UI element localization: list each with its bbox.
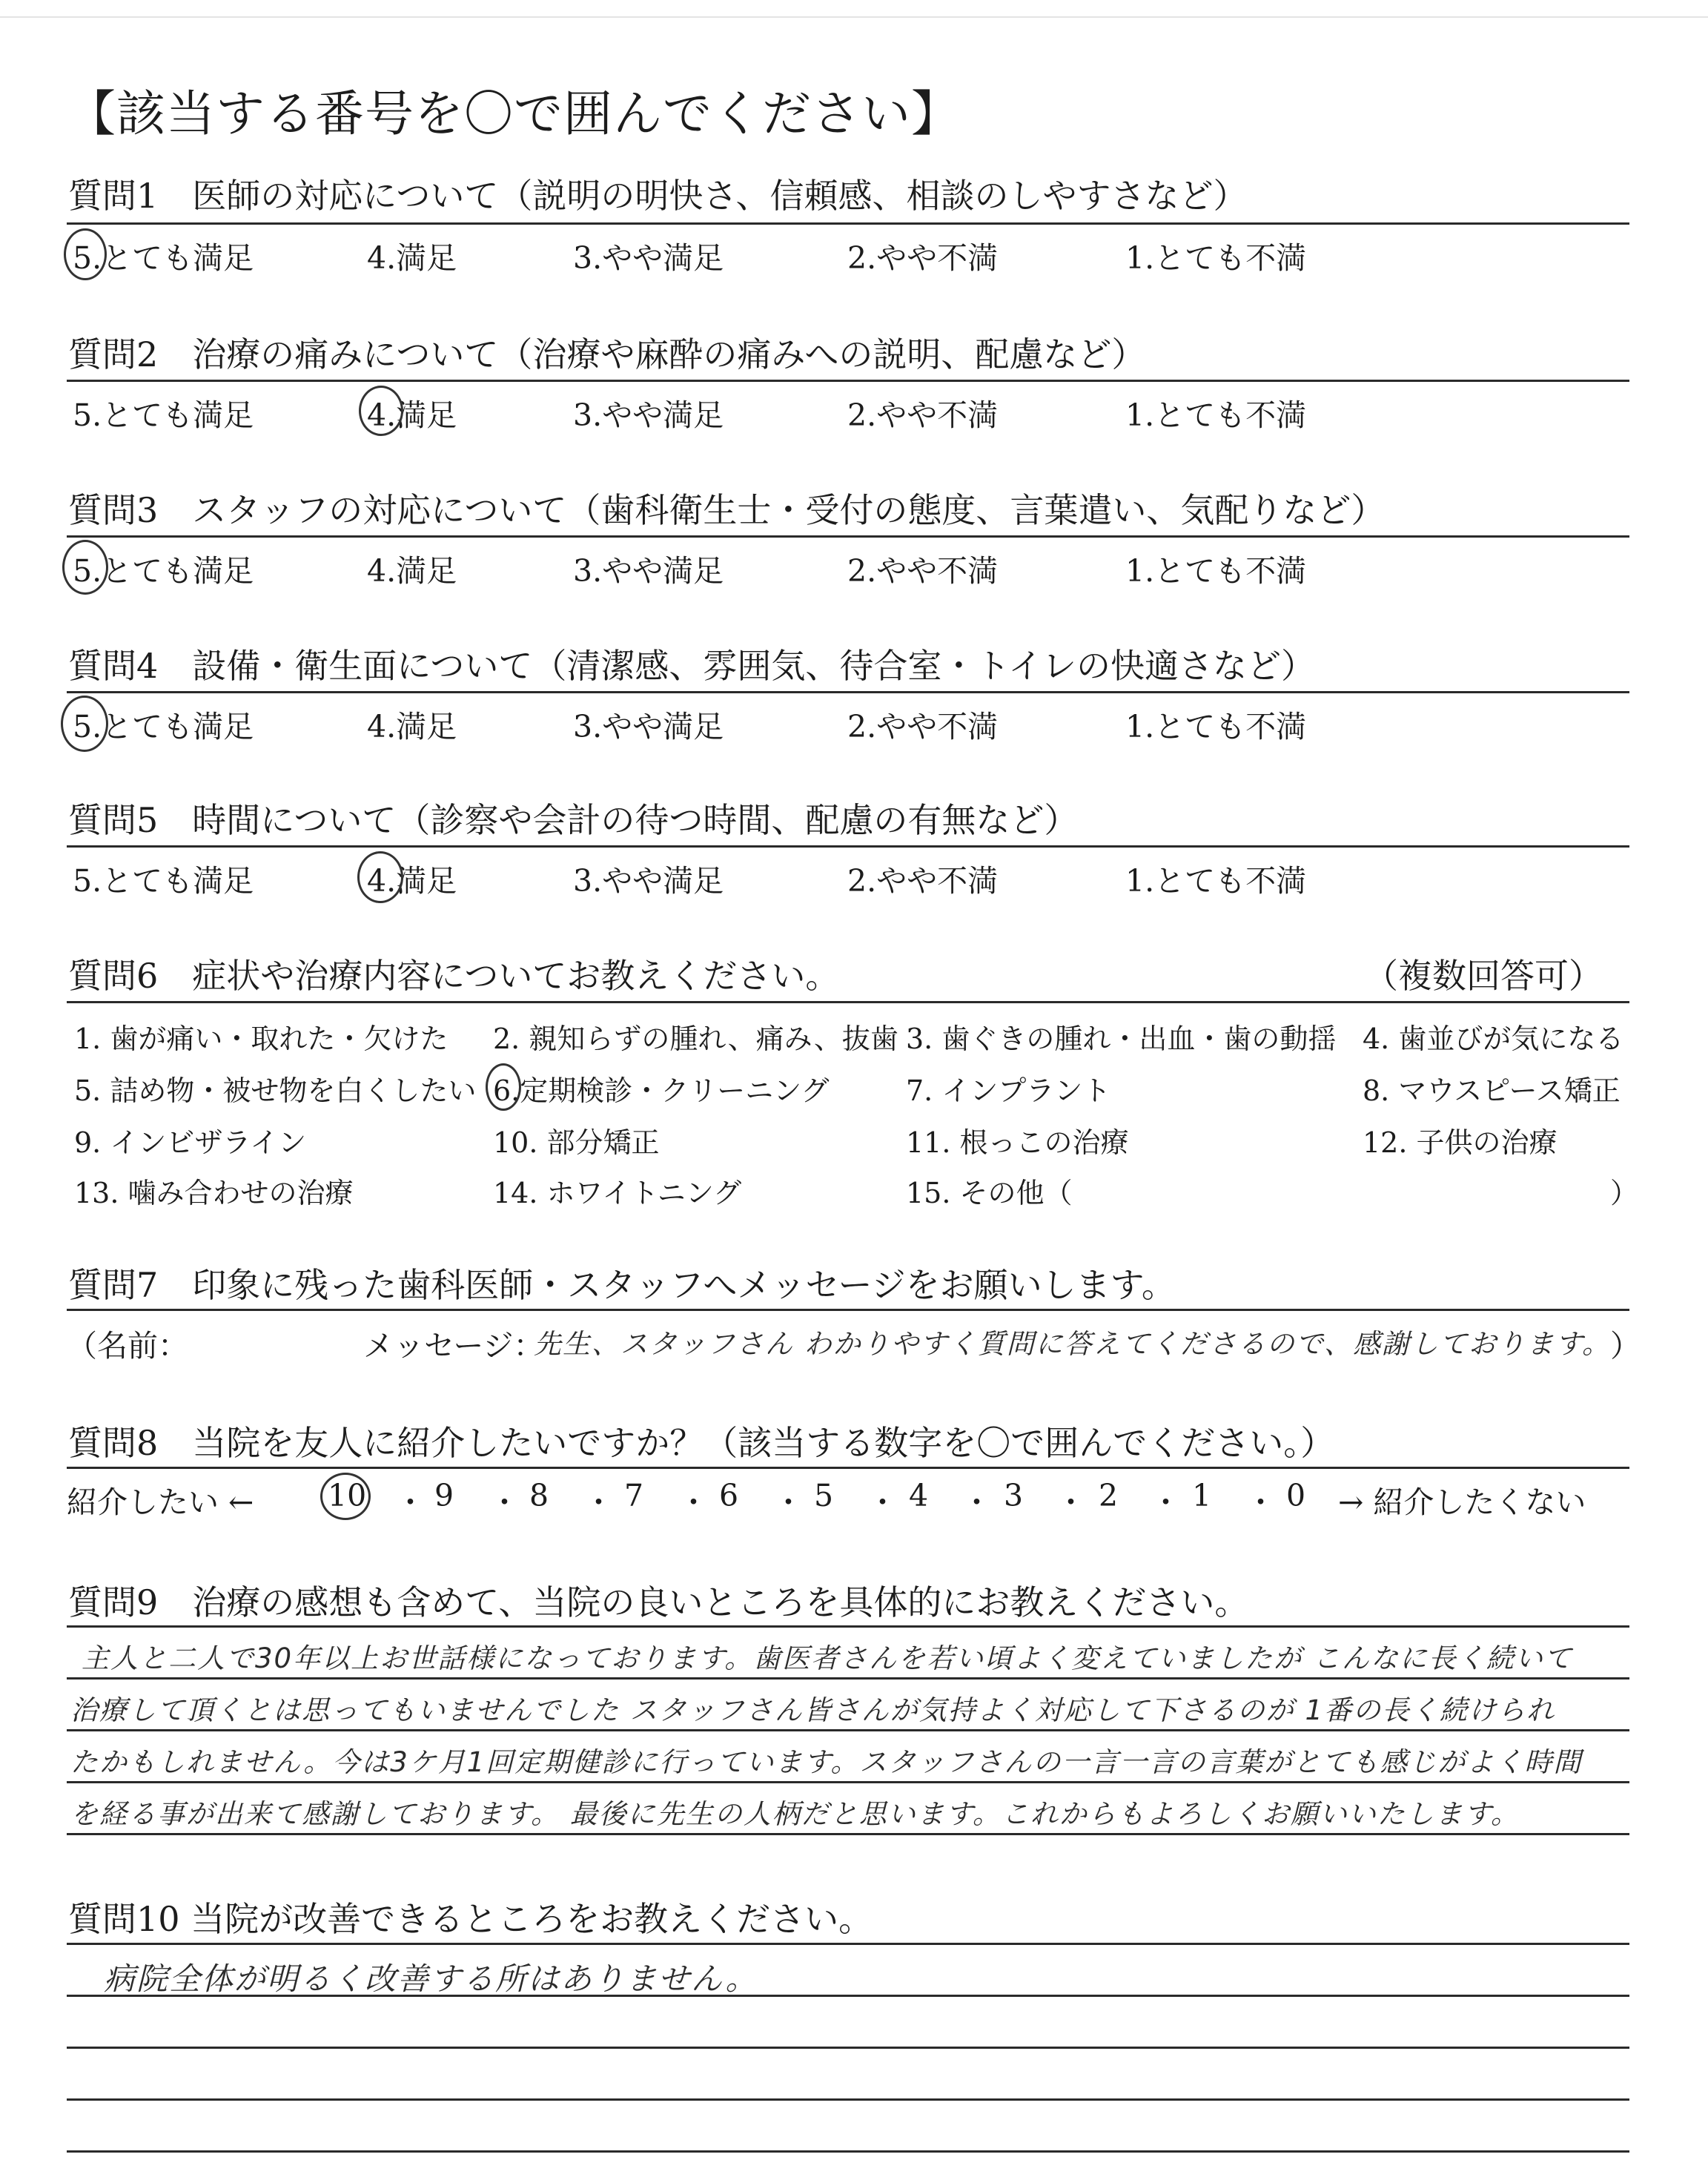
question-4-title: 質問4 設備・衛生面について（清潔感、雰囲気、待合室・トイレの快適さなど） [68,646,1316,686]
q6-item-13[interactable]: 13. 噛み合わせの治療 [74,1177,354,1209]
q1-option-4[interactable]: 4.満足 [367,240,457,276]
q6-item-6[interactable]: 6.定期検診・クリーニング [493,1074,830,1107]
q6-item-2[interactable]: 2. 親知らずの腫れ、痛み、抜歯 [493,1023,898,1055]
q8-dot: ・ [489,1484,520,1520]
q8-dot: ・ [1056,1484,1086,1520]
q5-option-1[interactable]: 1.とても不満 [1125,863,1307,899]
q8-left-label: 紹介したい ← [67,1484,254,1520]
question-8-rule [67,1467,1629,1469]
q5-option-2[interactable]: 2.やや不満 [847,863,999,899]
q8-scale-5[interactable]: 5 [814,1478,834,1513]
q9-rule-0 [67,1625,1629,1628]
q8-dot: ・ [867,1484,898,1520]
q1-option-2[interactable]: 2.やや不満 [847,240,999,276]
q5-selected-circle [357,851,403,903]
q8-dot: ・ [1151,1484,1181,1520]
q6-item-9[interactable]: 9. インビザライン [74,1126,307,1159]
q9-rule-3 [67,1781,1629,1783]
q10-rule-0 [67,1943,1629,1945]
question-1-title: 質問1 医師の対応について（説明の明快さ、信頼感、相談のしやすさなど） [68,176,1248,216]
q9-rule-1 [67,1677,1629,1680]
q10-rule-2 [67,2047,1629,2049]
question-8-title: 質問8 当院を友人に紹介したいですか？（該当する数字を〇で囲んでください。） [68,1423,1335,1463]
question-6-note: （複数回答可） [1364,956,1603,996]
q6-item-11[interactable]: 11. 根っこの治療 [906,1126,1129,1159]
q6-item-12[interactable]: 12. 子供の治療 [1363,1126,1558,1159]
q8-scale-6[interactable]: 6 [719,1478,739,1513]
question-2-title: 質問2 治療の痛みについて（治療や麻酔の痛みへの説明、配慮など） [68,334,1146,374]
question-3-rule [67,535,1629,538]
q8-scale-0[interactable]: 0 [1286,1478,1306,1513]
q3-option-5[interactable]: 5.とても満足 [73,553,254,589]
q9-rule-4 [67,1833,1629,1835]
q3-selected-circle [62,540,108,595]
q9-answer-line-1: 主人と二人で30年以上お世話様になっております。歯医者さんを若い頃よく変えていましたが こんなに長く続いて [82,1642,1573,1674]
q7-message-label: メッセージ： [363,1328,544,1364]
q8-scale-8[interactable]: 8 [529,1478,549,1513]
q8-dot: ・ [773,1484,804,1520]
q8-scale-4[interactable]: 4 [909,1478,929,1513]
q9-rule-2 [67,1729,1629,1731]
q8-dot: ・ [678,1484,709,1520]
q4-option-2[interactable]: 2.やや不満 [847,709,999,744]
q4-option-4[interactable]: 4.満足 [367,709,457,744]
q7-close-paren: ） [1610,1328,1641,1364]
question-7-title: 質問7 印象に残った歯科医師・スタッフへメッセージをお願いします。 [68,1265,1176,1305]
q7-name-label: （名前： [67,1328,188,1364]
q8-dot: ・ [1245,1484,1276,1520]
q3-option-4[interactable]: 4.満足 [367,553,457,589]
q1-option-5[interactable]: 5.とても満足 [73,240,254,276]
q1-option-3[interactable]: 3.やや満足 [573,240,724,276]
q2-option-2[interactable]: 2.やや不満 [847,397,999,433]
q5-option-5[interactable]: 5.とても満足 [73,863,254,899]
q4-option-5[interactable]: 5.とても満足 [73,709,254,744]
q6-item-3[interactable]: 3. 歯ぐきの腫れ・出血・歯の動揺 [906,1023,1337,1055]
q6-item-8[interactable]: 8. マウスピース矯正 [1363,1074,1621,1107]
q8-scale-2[interactable]: 2 [1099,1478,1119,1513]
q5-option-4[interactable]: 4.満足 [367,863,457,899]
q8-scale-1[interactable]: 1 [1192,1478,1212,1513]
q8-scale-7[interactable]: 7 [624,1478,644,1513]
question-10-title: 質問10 当院が改善できるところをお教えください。 [68,1899,873,1939]
question-7-rule [67,1309,1629,1311]
q8-right-label: → 紹介したくない [1338,1484,1586,1520]
q4-option-3[interactable]: 3.やや満足 [573,709,724,744]
q6-item-4[interactable]: 4. 歯並びが気になる [1363,1023,1624,1055]
q4-selected-circle [61,696,108,752]
q8-dot: ・ [961,1484,992,1520]
q8-selected-circle [320,1473,371,1520]
question-5-rule [67,845,1629,848]
q5-option-3[interactable]: 3.やや満足 [573,863,724,899]
q1-option-1[interactable]: 1.とても不満 [1125,240,1307,276]
q6-selected-circle [486,1063,521,1111]
q10-answer-line-1: 病院全体が明るく改善する所はありません。 [104,1961,758,1997]
q6-item-15[interactable]: 15. その他（ [906,1177,1073,1209]
q2-option-3[interactable]: 3.やや満足 [573,397,724,433]
question-2-rule [67,380,1629,382]
q3-option-2[interactable]: 2.やや不満 [847,553,999,589]
q1-selected-circle [64,228,107,280]
q10-rule-3 [67,2098,1629,2101]
q7-message-text: 先生、スタッフさん わかりやすく質問に答えてくださるので、感謝しております。 [534,1328,1612,1360]
q9-answer-line-4: を経る事が出来て感謝しております。 最後に先生の人柄だと思います。これからもよろしくお願いいたします。 [70,1798,1520,1830]
q2-option-5[interactable]: 5.とても満足 [73,397,254,433]
question-6-title: 質問6 症状や治療内容についてお教えください。 [68,956,840,996]
q6-item-1[interactable]: 1. 歯が痛い・取れた・欠けた [74,1023,448,1055]
page-top-edge [0,16,1708,18]
q8-scale-10[interactable]: 10 [328,1478,367,1513]
page-heading: 【該当する番号を〇で囲んでください】 [67,85,961,142]
q2-option-4[interactable]: 4.満足 [367,397,457,433]
q3-option-3[interactable]: 3.やや満足 [573,553,724,589]
question-6-rule [67,1001,1629,1003]
q6-item-14[interactable]: 14. ホワイトニング [493,1177,742,1209]
q6-item-5[interactable]: 5. 詰め物・被せ物を白くしたい [74,1074,477,1107]
q3-option-1[interactable]: 1.とても不満 [1125,553,1307,589]
q9-answer-line-3: たかもしれません。今は3ケ月1回定期健診に行っています。スタッフさんの一言一言の言葉がとても感じがよく時間 [70,1746,1583,1778]
q2-selected-circle [359,386,403,436]
q8-dot: ・ [395,1484,426,1520]
question-9-title: 質問9 治療の感想も含めて、当院の良いところを具体的にお教えください。 [68,1582,1249,1622]
q2-option-1[interactable]: 1.とても不満 [1125,397,1307,433]
question-1-rule [67,222,1629,225]
q10-rule-4 [67,2150,1629,2153]
q6-item-7[interactable]: 7. インプラント [906,1074,1111,1107]
q8-dot: ・ [583,1484,614,1520]
question-3-title: 質問3 スタッフの対応について（歯科衛生士・受付の態度、言葉遣い、気配りなど） [68,490,1386,530]
question-4-rule [67,691,1629,693]
question-5-title: 質問5 時間について（診察や会計の待つ時間、配慮の有無など） [68,800,1079,840]
q8-scale-3[interactable]: 3 [1004,1478,1024,1513]
q8-scale-9[interactable]: 9 [434,1478,454,1513]
q9-answer-line-2: 治療して頂くとは思ってもいませんでした スタッフさん皆さんが気持よく対応して下さるのが 1番の長く続けられ [70,1694,1556,1726]
q4-option-1[interactable]: 1.とても不満 [1125,709,1307,744]
q6-item-10[interactable]: 10. 部分矯正 [493,1126,660,1159]
q6-item-15-close: ） [1610,1177,1639,1209]
